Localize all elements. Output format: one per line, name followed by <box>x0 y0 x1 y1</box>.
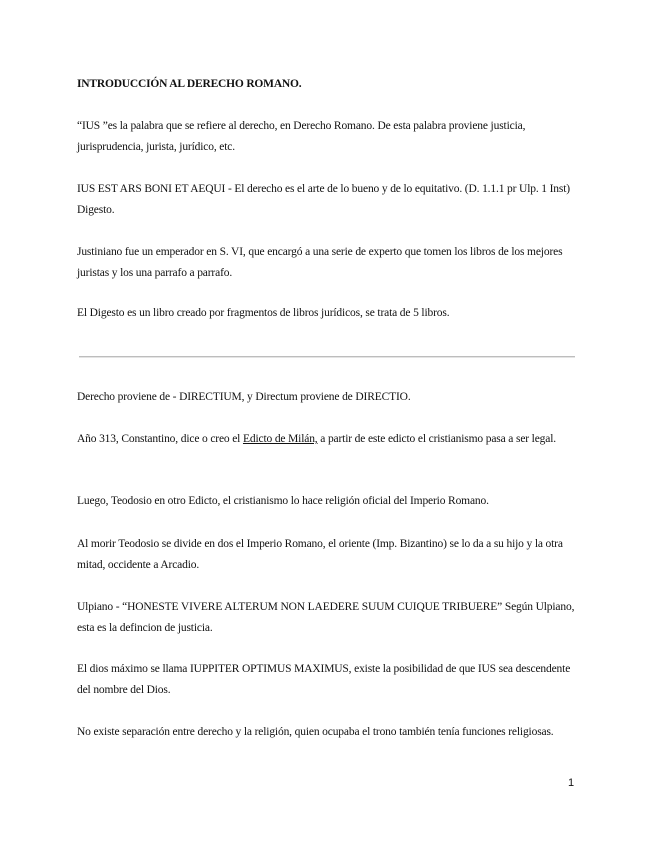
paragraph-teodosio: Luego, Teodosio en otro Edicto, el cristianismo lo hace religión oficial del Imperio Romano. <box>77 495 489 507</box>
page-title: INTRODUCCIÓN AL DERECHO ROMANO. <box>77 78 302 90</box>
paragraph-division-imperio: Al morir Teodosio se divide en dos el Imperio Romano, el oriente (Imp. Bizantino) se lo da a su hijo y la otra mitad, occidente a Arcadio. <box>77 538 563 571</box>
edicto-milan-link[interactable]: Edicto de Milán, <box>242 433 318 445</box>
paragraph-ius: “IUS ”es la palabra que se refiere al derecho, en Derecho Romano. De esta palabra proviene justicia, jurisprudencia, jurista, jurídico, etc. <box>77 120 526 153</box>
paragraph-directium: Derecho proviene de - DIRECTIUM, y Directum proviene de DIRECTIO. <box>77 391 411 403</box>
horizontal-divider <box>79 356 575 358</box>
paragraph-ulpiano: Ulpiano - “HONESTE VIVERE ALTERUM NON LAEDERE SUUM CUIQUE TRIBUERE” Según Ulpiano, esta es la defincion de justicia. <box>77 601 575 634</box>
paragraph-religion: No existe separación entre derecho y la religión, quien ocupaba el trono también tenía funciones religiosas. <box>77 726 554 738</box>
paragraph-constantino <box>77 429 577 450</box>
paragraph-justiniano: Justiniano fue un emperador en S. VI, que encargó a una serie de experto que tomen los libros de los mejores juristas y los una parrafo a parrafo. <box>77 246 563 279</box>
constantino-text-after: a partir de este edicto el cristianismo pasa a ser legal. <box>317 433 556 445</box>
paragraph-iuppiter: El dios máximo se llama IUPPITER OPTIMUS MAXIMUS, existe la posibilidad de que IUS sea descendente del nombre del Dios. <box>77 663 571 696</box>
paragraph-digesto: El Digesto es un libro creado por fragmentos de libros jurídicos, se trata de 5 libros. <box>77 307 450 319</box>
constantino-text-before: Año 313, Constantino, dice o creo el <box>77 433 243 445</box>
paragraph-ars-boni: IUS EST ARS BONI ET AEQUI - El derecho es el arte de lo bueno y de lo equitativo. (D. 1.1.1 pr Ulp. 1 Inst) Digesto. <box>77 183 570 216</box>
page-number: 1 <box>568 777 575 789</box>
